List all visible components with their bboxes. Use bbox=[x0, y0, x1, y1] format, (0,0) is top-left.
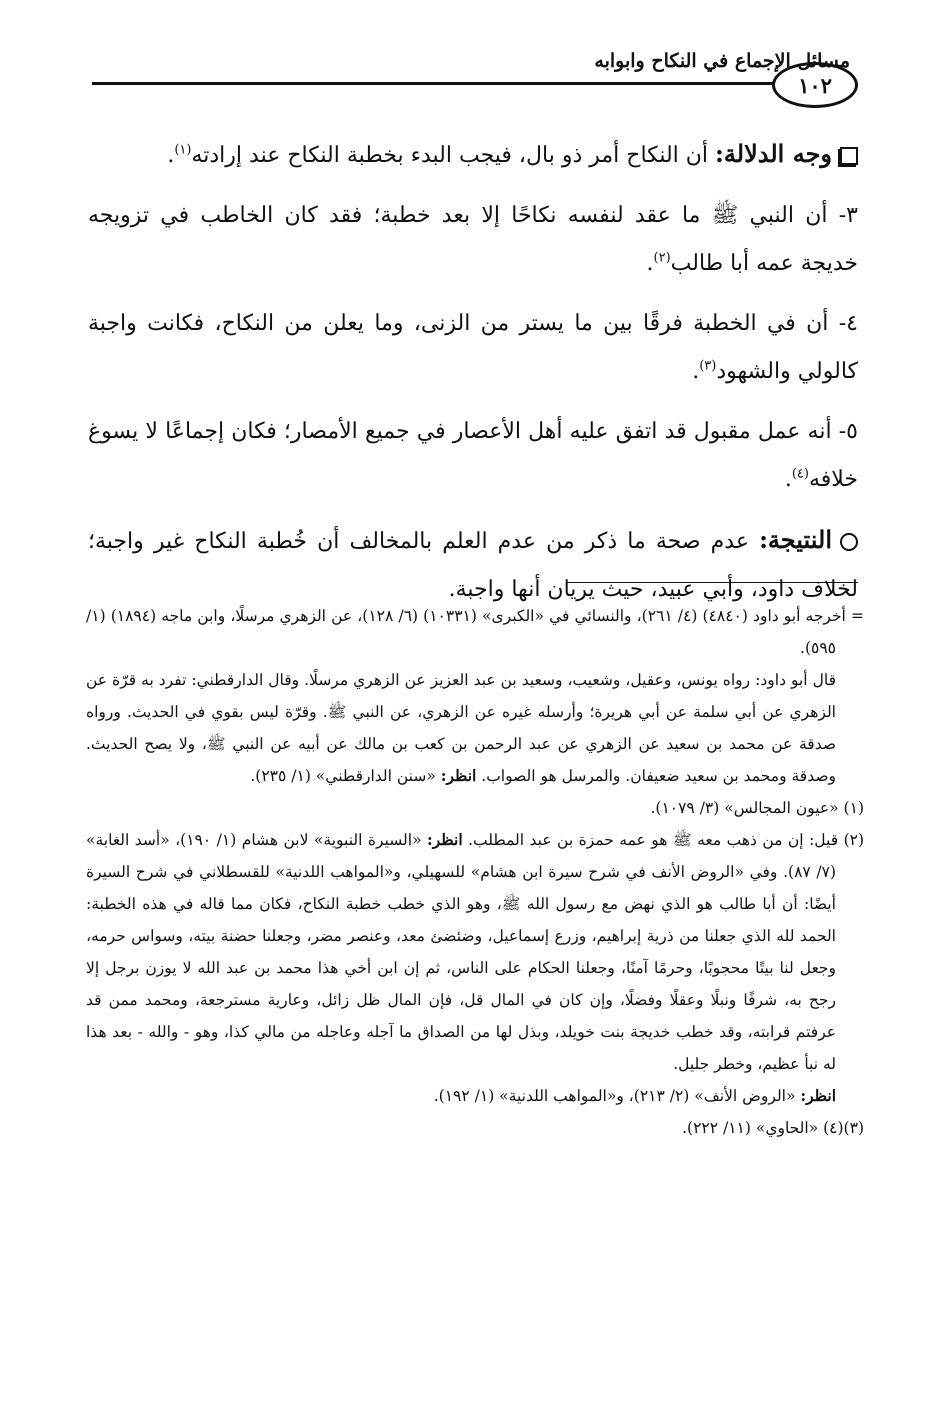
footnotes bbox=[86, 600, 864, 1144]
result-text: عدم صحة ما ذكر من عدم العلم بالمخالف أن خُطبة النكاح غير واجبة؛ لخلاف داود، وأبي عبيد، حيث يريان أنها واجبة. bbox=[88, 529, 858, 602]
abudawud-text: قال أبو داود: رواه يونس، وعقيل، وشعيب، وسعيد بن عبد العزيز عن الزهري مرسلًا. وقال الدارقطني: تفرد به قرّة عن الزهري عن أبي سلمة عن أبي هريرة؛ وأرسله غيره عن الزهري، عن النبي ﷺ. وقرّة ليس بقوي في الحديث. ورواه صدقة عن محمد بن سعيد عن الزهري عن عبد الرحمن بن كعب بن مالك عن أبيه عن النبي ﷺ، ولا يصح الحديث. وصدقة ومحمد بن سعيد ضعيفان. والمرسل هو الصواب. bbox=[86, 671, 836, 785]
result-label: النتيجة: bbox=[759, 525, 832, 554]
footnote-2-tail: «الروض الأنف» (٢/ ٢١٣)، و«المواهب اللدنية» (١/ ١٩٢). bbox=[433, 1087, 801, 1105]
paragraph-evidence bbox=[88, 130, 858, 180]
main-text bbox=[88, 130, 858, 626]
period: . bbox=[167, 143, 175, 168]
period: . bbox=[692, 359, 700, 384]
footnote-2 bbox=[86, 824, 864, 1080]
evidence-text: أن النكاح أمر ذو بال، فيجب البدء بخطبة النكاح عند إرادته bbox=[191, 143, 716, 168]
continuation-marker: = bbox=[851, 607, 864, 625]
point-4-text: ٤- أن في الخطبة فرقًا بين ما يستر من الزنى، وما يعلن من النكاح، فكانت واجبة كالولي والشهود bbox=[88, 311, 858, 384]
footnote-3-4: (٣)(٤) «الحاوي» (١١/ ٢٢٢). bbox=[682, 1119, 864, 1137]
footnote-abudawud bbox=[86, 664, 864, 792]
footnote-2-references bbox=[86, 1080, 864, 1112]
point-3-text: ٣- أن النبي ﷺ ما عقد لنفسه نكاحًا إلا بعد خطبة؛ فقد كان الخاطب في تزويجه خديجة عمه أبا طالب bbox=[88, 203, 858, 276]
footnote-ref-4: (٤) bbox=[791, 466, 809, 482]
page-number-text: ١٠٢ bbox=[798, 72, 832, 98]
paragraph-point-4 bbox=[88, 300, 858, 396]
abudawud-tail: «سنن الدارقطني» (١/ ٢٣٥). bbox=[250, 767, 441, 785]
evidence-label: وجه الدلالة: bbox=[715, 139, 832, 168]
footnote-separator bbox=[566, 582, 858, 583]
see-keyword: انظر: bbox=[427, 830, 463, 849]
continuation-text: أخرجه أبو داود (٤٨٤٠) (٤/ ٢٦١)، والنسائي في «الكبرى» (١٠٣٣١) (٦/ ١٢٨)، عن الزهري مرسلًا، وابن ماجه (١٨٩٤) (١/ ٥٩٥). bbox=[86, 607, 851, 657]
footnote-2-lead: (٢) قيل: إن من ذهب معه ﷺ هو عمه حمزة بن عبد المطلب. bbox=[462, 831, 865, 849]
square-bullet-icon bbox=[840, 147, 858, 165]
see-keyword: انظر: bbox=[800, 1086, 836, 1105]
footnote-ref-1: (١) bbox=[174, 142, 192, 158]
circle-bullet-icon bbox=[840, 533, 858, 551]
see-keyword: انظر: bbox=[440, 766, 477, 785]
point-5-text: ٥- أنه عمل مقبول قد اتفق عليه أهل الأعصار في جميع الأمصار؛ فكان إجماعًا لا يسوغ خلافه bbox=[88, 419, 858, 492]
footnote-ref-2: (٢) bbox=[653, 250, 671, 266]
paragraph-point-5 bbox=[88, 408, 858, 504]
period: . bbox=[646, 251, 654, 276]
running-title: مسائل الإجماع في النكاح وابوابه bbox=[594, 50, 850, 72]
footnote-2-text: «السيرة النبوية» لابن هشام (١/ ١٩٠)، «أسد الغابة» (٧/ ٨٧). وفي «الروض الأنف في شرح سيرة ابن هشام» للسهيلي، و«المواهب اللدنية» للقسطلاني في شرح السيرة أيضًا: أن أبا طالب هو الذي نهض مع رسول الله ﷺ، وهو الذي خطب خطبة النكاح، فكان مما قاله في هذه الخطبة: الحمد لله الذي جعلنا من ذرية إبراهيم، وزرع إسماعيل، وضئضئ معد، وعنصر مضر، وجعلنا حضنة بيته، وسواس حرمه، وجعل لنا بيتًا محجوبًا، وحرمًا آمنًا، وجعلنا الحكام على الناس، ثم إن ابن أخي هذا محمد بن عبد الله لا يوزن برجل إلا رجح به، شرفًا ونبلًا وعقلًا وفضلًا، وإن كان في المال قل، فإن المال ظل زائل، وعارية مسترجعة، ومحمد ممن قد عرفتم قرابته، وقد خطب خديجة بنت خويلد، وبذل لها من الصداق ما آجله وعاجله من مالي كذا، وهو - والله - بعد هذا له نبأ عظيم، وخطر جليل. bbox=[86, 831, 836, 1073]
footnote-ref-3: (٣) bbox=[699, 358, 717, 374]
paragraph-point-3 bbox=[88, 192, 858, 288]
header-rule bbox=[92, 82, 774, 85]
page-number bbox=[772, 62, 858, 108]
footnote-continuation bbox=[86, 600, 864, 664]
footnote-1: (١) «عيون المجالس» (٣/ ١٠٧٩). bbox=[650, 799, 864, 817]
period: . bbox=[784, 467, 792, 492]
